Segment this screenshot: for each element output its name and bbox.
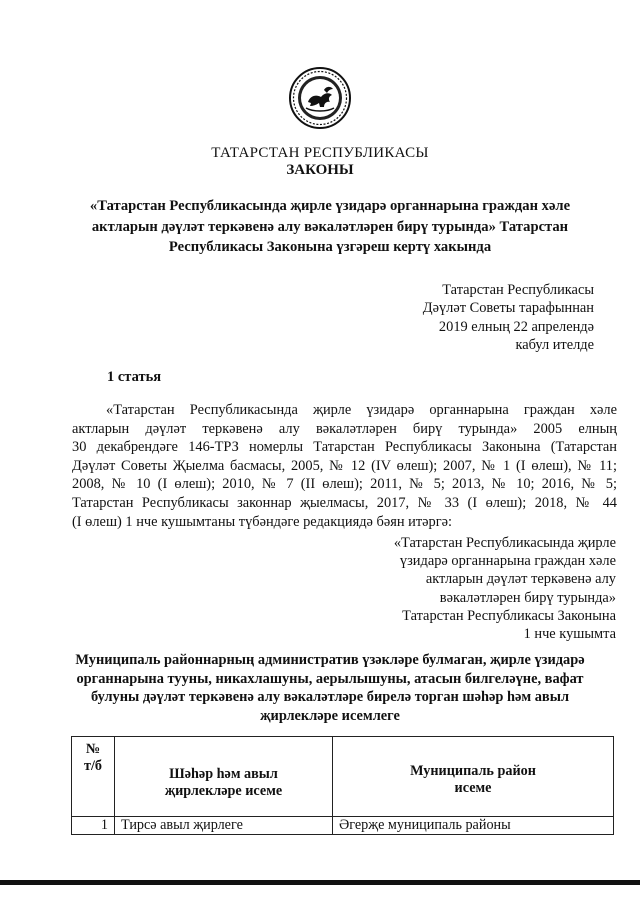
- annex-line: Татарстан Республикасы Законына: [402, 607, 616, 624]
- article-text-line: Татарстан Республикасы законнар җыелмасы, 2017, № 33 (I өлеш); 2018, № 44: [72, 494, 617, 511]
- annex-line: вәкаләтләрен бирү турында»: [439, 589, 616, 606]
- column-header-number: [72, 737, 115, 817]
- list-title-line: органнарына тууны, никахлашуны, аерылышуны, атасын билгеләүне, вафат: [76, 670, 584, 687]
- annex-reference: [394, 534, 616, 643]
- article-text-line: Дәүләт Советы Җыелма басмасы, 2005, № 12 (IV өлеш); 2007, № 1 (I өлеш), № 11;: [72, 457, 617, 474]
- law-title: [70, 196, 590, 258]
- article-text-line: актларын дәүләт теркәвенә алу вәкаләтләрен бирү турында» 2005 елның: [72, 420, 617, 437]
- table-header-row: [72, 737, 614, 817]
- list-title: [60, 651, 600, 725]
- settlements-table: [71, 736, 614, 835]
- district-cell: Әгерҗе муниципаль районы: [333, 817, 614, 835]
- list-title-line: җирлекләре исемлеге: [260, 707, 400, 724]
- article-text-line: 30 декабрендәге 146-ТРЗ номерлы Татарстан Республикасы Законына (Татарстан: [72, 439, 617, 456]
- annex-line: «Татарстан Республикасында җирле: [393, 535, 616, 551]
- column-header-text: җирлекләре исеме: [164, 782, 283, 799]
- adoption-line: кабул ителде: [515, 336, 594, 353]
- article-text: [72, 401, 617, 531]
- adoption-line: Дәүләт Советы тарафыннан: [422, 300, 594, 317]
- law-title-line: «Татарстан Республикасында җирле үзидарә органнарына граждан хәле: [89, 198, 571, 214]
- adoption-line: Татарстан Республикасы: [442, 282, 594, 298]
- row-number-cell: 1: [72, 817, 115, 835]
- list-title-line: булуны дәүләт теркәвенә алу вәкаләтләре бирелә торган шәһәр һәм авыл: [90, 689, 570, 705]
- article-text-line: (I өлеш) 1 нче кушымтаны түбәндәге редакциядә бәян итәргә:: [72, 513, 453, 530]
- settlement-cell: Тирсә авыл җирлеге: [115, 817, 333, 835]
- column-header-text: Муниципаль район: [410, 762, 536, 779]
- law-heading: ЗАКОНЫ: [286, 162, 354, 178]
- page-bottom-edge: [0, 880, 640, 885]
- article-text-line: 2008, № 10 (I өлеш); 2010, № 7 (II өлеш); 2011, № 5; 2013, № 10; 2016, № 5;: [72, 476, 617, 493]
- adoption-line: 2019 елның 22 апрелендә: [438, 318, 594, 335]
- law-title-line: актларын дәүләт теркәвенә алу вәкаләтләрен бирү турында» Татарстан: [91, 218, 569, 235]
- annex-line: актларын дәүләт теркәвенә алу: [425, 571, 616, 588]
- column-header-district: [333, 737, 614, 817]
- column-header-text: №: [85, 741, 101, 757]
- table-row: [72, 817, 614, 835]
- tatarstan-coat-of-arms-icon: [288, 66, 352, 130]
- column-header-settlement: [115, 737, 333, 817]
- column-header-text: Шәһәр һәм авыл: [169, 765, 278, 782]
- law-title-line: Республикасы Законына үзгәреш кертү хакында: [168, 239, 492, 255]
- republic-heading: ТАТАРСТАН РЕСПУБЛИКАСЫ: [211, 145, 429, 161]
- column-header-text: исеме: [454, 779, 492, 796]
- article-text-line: «Татарстан Республикасында җирле үзидарә органнарына граждан хәле: [106, 402, 617, 418]
- column-header-text: т/б: [83, 758, 102, 774]
- annex-line: үзидарә органнарына граждан хәле: [399, 553, 616, 570]
- article-heading: 1 статья: [107, 369, 162, 385]
- list-title-line: Муниципаль районнарның административ үзәкләре булмаган, җирле үзидарә: [75, 652, 585, 668]
- annex-line: 1 нче кушымта: [523, 626, 616, 643]
- adoption-note: [423, 281, 594, 354]
